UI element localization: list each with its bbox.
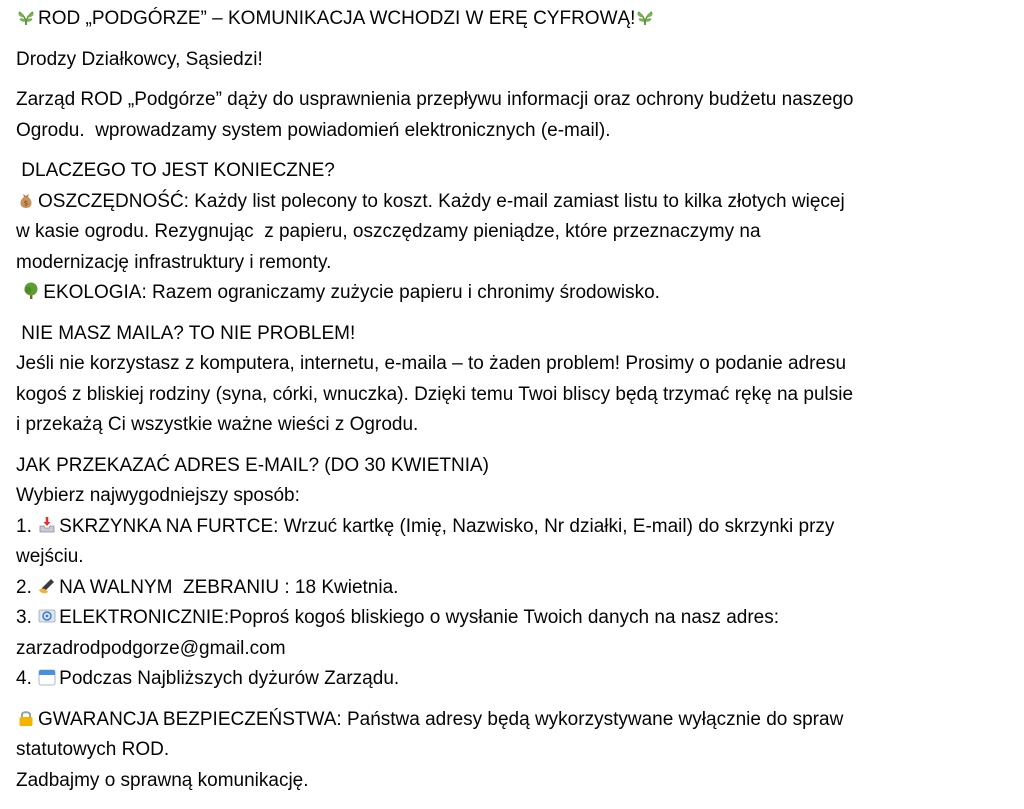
why-section [16,156,1008,309]
ecology-line: EKOLOGIA: Razem ograniczamy zużycie papieru i chronimy środowisko. [16,278,1008,309]
list-item-continued: wejściu. [16,546,84,567]
guarantee-line: GWARANCJA BEZPIECZEŃSTWA: Państwa adresy będą wykorzystywane wyłącznie do spraw [16,705,1008,736]
list-item: 2. NA WALNYM ZEBRANIU : 18 Kwietnia. [16,576,399,598]
inbox-tray-icon [37,515,57,535]
calendar-icon [37,667,57,687]
no-mail-section [16,319,1008,441]
savings-line: modernizację infrastruktury i remonty. [16,251,332,273]
greeting: Drodzy Działkowcy, Sąsiedzi! [16,48,263,70]
no-mail-line: Jeśli nie korzystasz z komputera, internetu, e-maila – to żaden problem! Prosimy o podanie adresu [16,353,847,374]
guarantee-line: statutowych ROD. [16,739,170,760]
money-bag-icon [16,190,36,210]
how-subheading: Wybierz najwygodniejszy sposób: [16,485,300,506]
no-mail-line: i przekażą Ci wszystkie ważne wieści z Ogrodu. [16,414,419,435]
post-title [16,4,1008,35]
closing-line: Zadbajmy o sprawną komunikację. [16,769,309,791]
savings-line: $ OSZCZĘDNOŚĆ: Każdy list polecony to koszt. Każdy e-mail zamiast listu to kilka złotych więcej [16,187,1008,218]
no-mail-heading: NIE MASZ MAILA? TO NIE PROBLEM! [16,322,356,344]
why-heading: DLACZEGO TO JEST KONIECZNE? [16,160,335,181]
intro-line: Zarząd ROD „Podgórze” dąży do usprawnienia przepływu informacji oraz ochrony budżetu naszego [16,89,854,110]
email-icon [37,606,57,626]
title-text: ROD „PODGÓRZE” – KOMUNIKACJA WCHODZI W ERĘ CYFROWĄ! [38,8,636,29]
svg-text:$: $ [23,199,29,207]
herb-icon [16,7,36,27]
how-section [16,451,1008,695]
intro-paragraph [16,85,1008,146]
writing-hand-icon [37,576,57,596]
how-heading: JAK PRZEKAZAĆ ADRES E-MAIL? (DO 30 KWIETNIA) [16,454,489,476]
list-item: 1. SKRZYNKA NA FURTCE: Wrzuć kartkę (Imię, Nazwisko, Nr działki, E-mail) do skrzynki przy [16,515,835,537]
list-item: 4. Podczas Najbliższych dyżurów Zarządu. [16,668,400,689]
list-item: 3. ELEKTRONICZNIE:Poproś kogoś bliskiego o wysłanie Twoich danych na nasz adres: [16,607,780,628]
no-mail-line: kogoś z bliskiej rodziny (syna, córki, wnuczka). Dzięki temu Twoi bliscy będą trzymać rękę na pulsie [16,383,854,405]
herb-icon [635,7,655,27]
email-address[interactable]: zarzadrodpodgorze@gmail.com [16,637,286,659]
savings-line: w kasie ogrodu. Rezygnując z papieru, oszczędzamy pieniądze, które przeznaczymy na [16,221,761,242]
guarantee-section [16,705,1008,797]
tree-icon [21,281,41,301]
intro-line: Ogrodu. wprowadzamy system powiadomień elektronicznych (e-mail). [16,119,611,141]
lock-icon [16,708,36,728]
